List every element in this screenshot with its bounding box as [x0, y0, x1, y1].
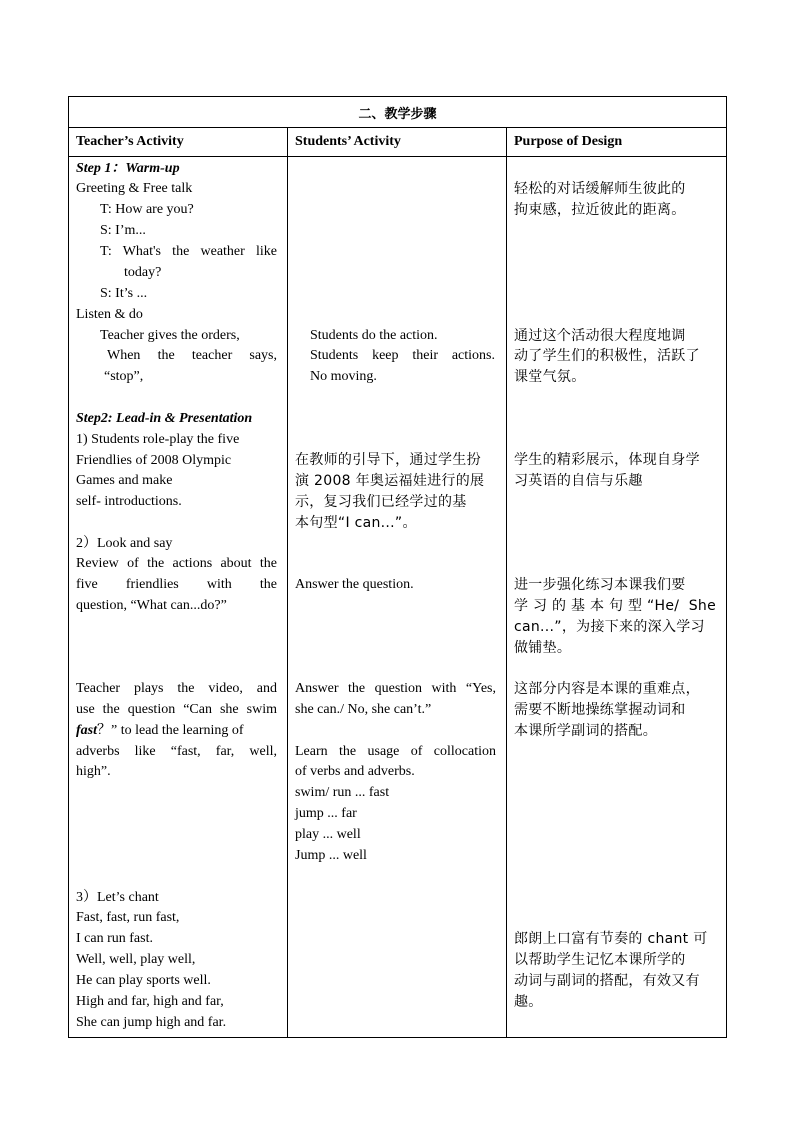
students-action-3: No moving.: [310, 369, 377, 384]
table-title-row: [69, 97, 727, 128]
chant-line-4: He can play sports well.: [76, 973, 211, 988]
students-roleplay-3: 示，复习我们已经学过的基: [295, 494, 467, 510]
purpose-6a: 郎朗上口富有节奏的 chant 可: [514, 931, 708, 947]
dialog-teacher-1: T: How are you?: [100, 202, 194, 217]
video-line-3-rest: ？” to lead the learning of: [97, 723, 244, 738]
header-purpose-of-design: Purpose of Design: [507, 128, 727, 157]
review-line-3: question, “What can...do?”: [76, 598, 227, 613]
chant-heading: 3）Let’s chant: [76, 890, 159, 905]
header-students-activity: Students’ Activity: [288, 128, 507, 157]
students-activity-cell: [288, 157, 507, 1038]
purpose-4c: can...”，为接下来的深入学习: [514, 619, 705, 635]
students-roleplay-1: 在教师的引导下，通过学生扮: [295, 452, 481, 468]
listen-do-line: Listen & do: [76, 307, 143, 322]
students-action-1: Students do the action.: [310, 328, 438, 343]
purpose-5b: 需要不断地操练掌握动词和: [514, 702, 686, 718]
dialog-student-1: S: I’m...: [100, 223, 146, 238]
header-teacher-activity: Teacher’s Activity: [69, 128, 288, 157]
step1-heading: Step 1：Warm-up: [76, 161, 180, 176]
chant-line-2: I can run fast.: [76, 931, 153, 946]
students-learn-2: of verbs and adverbs.: [295, 764, 415, 779]
students-answer-2a: Answer the question with “Yes,: [295, 681, 496, 696]
greeting-line: Greeting & Free talk: [76, 181, 193, 196]
purpose-cell: [507, 157, 727, 1038]
purpose-5c: 本课所学副词的搭配。: [514, 723, 657, 739]
chant-line-6: She can jump high and far.: [76, 1015, 227, 1030]
roleplay-line-2: Friendlies of 2008 Olympic: [76, 453, 232, 468]
review-line-2: five friendlies with the: [76, 577, 277, 592]
table-title: 二、教学步骤: [69, 97, 727, 128]
purpose-6b: 以帮助学生记忆本课所学的: [514, 952, 686, 968]
verb-adverb-2: jump ... far: [295, 806, 357, 821]
verb-adverb-4: Jump ... well: [295, 848, 367, 863]
dialog-teacher-2: T: What's the weather like: [100, 244, 277, 259]
fast-word: fast: [76, 723, 97, 738]
dialog-teacher-2-cont: today?: [124, 265, 162, 280]
students-answer: Answer the question.: [295, 577, 414, 592]
dialog-student-2: S: It’s ...: [100, 286, 148, 301]
when-line: When the teacher says,: [107, 348, 277, 363]
chant-line-5: High and far, high and far,: [76, 994, 224, 1009]
roleplay-line-3: Games and make: [76, 473, 173, 488]
verb-adverb-1: swim/ run ... fast: [295, 785, 390, 800]
teacher-activity-cell: [69, 157, 288, 1038]
chant-line-3: Well, well, play well,: [76, 952, 196, 967]
chant-line-1: Fast, fast, run fast,: [76, 910, 180, 925]
table-body-row: [69, 157, 727, 1038]
review-line-1: Review of the actions about the: [76, 556, 277, 571]
students-roleplay-4: 本句型“I can...”。: [295, 515, 417, 531]
purpose-2b: 动了学生们的积极性，活跃了: [514, 348, 700, 364]
purpose-2c: 课堂气氛。: [514, 369, 586, 385]
video-line-5: high”.: [76, 764, 111, 779]
students-learn-1: Learn the usage of collocation: [295, 744, 496, 759]
video-line-3: [76, 721, 244, 741]
purpose-4b: 学习的基本句型“He/ She: [514, 598, 716, 614]
verb-adverb-3: play ... well: [295, 827, 361, 842]
purpose-6c: 动词与副词的搭配，有效又有: [514, 973, 700, 989]
purpose-6d: 趣。: [514, 994, 543, 1010]
roleplay-line-1: 1) Students role-play the five: [76, 432, 240, 447]
purpose-4a: 进一步强化练习本课我们要: [514, 577, 686, 593]
roleplay-line-4: self- introductions.: [76, 494, 182, 509]
purpose-1b: 拘束感，拉近彼此的距离。: [514, 202, 686, 218]
purpose-3a: 学生的精彩展示，体现自身学: [514, 452, 700, 468]
orders-line: Teacher gives the orders,: [100, 328, 240, 343]
purpose-3b: 习英语的自信与乐趣: [514, 473, 643, 489]
purpose-1a: 轻松的对话缓解师生彼此的: [514, 181, 686, 197]
video-line-4: adverbs like “fast, far, well,: [76, 744, 277, 759]
table-header-row: [69, 128, 727, 157]
purpose-2a: 通过这个活动很大程度地调: [514, 328, 686, 344]
teaching-steps-table: [68, 96, 727, 1038]
video-line-1: Teacher plays the video, and: [76, 681, 277, 696]
students-action-2: Students keep their actions.: [310, 348, 495, 363]
purpose-5a: 这部分内容是本课的重难点，: [514, 681, 700, 697]
purpose-4d: 做铺垫。: [514, 640, 572, 656]
video-line-2: use the question “Can she swim: [76, 702, 277, 717]
stop-line: “stop”,: [104, 369, 144, 384]
step2-heading: Step2: Lead-in & Presentation: [76, 411, 253, 426]
students-answer-2b: she can./ No, she can’t.”: [295, 702, 432, 717]
students-roleplay-2: 演 2008 年奥运福娃进行的展: [295, 473, 485, 489]
look-say-line: 2）Look and say: [76, 536, 173, 551]
